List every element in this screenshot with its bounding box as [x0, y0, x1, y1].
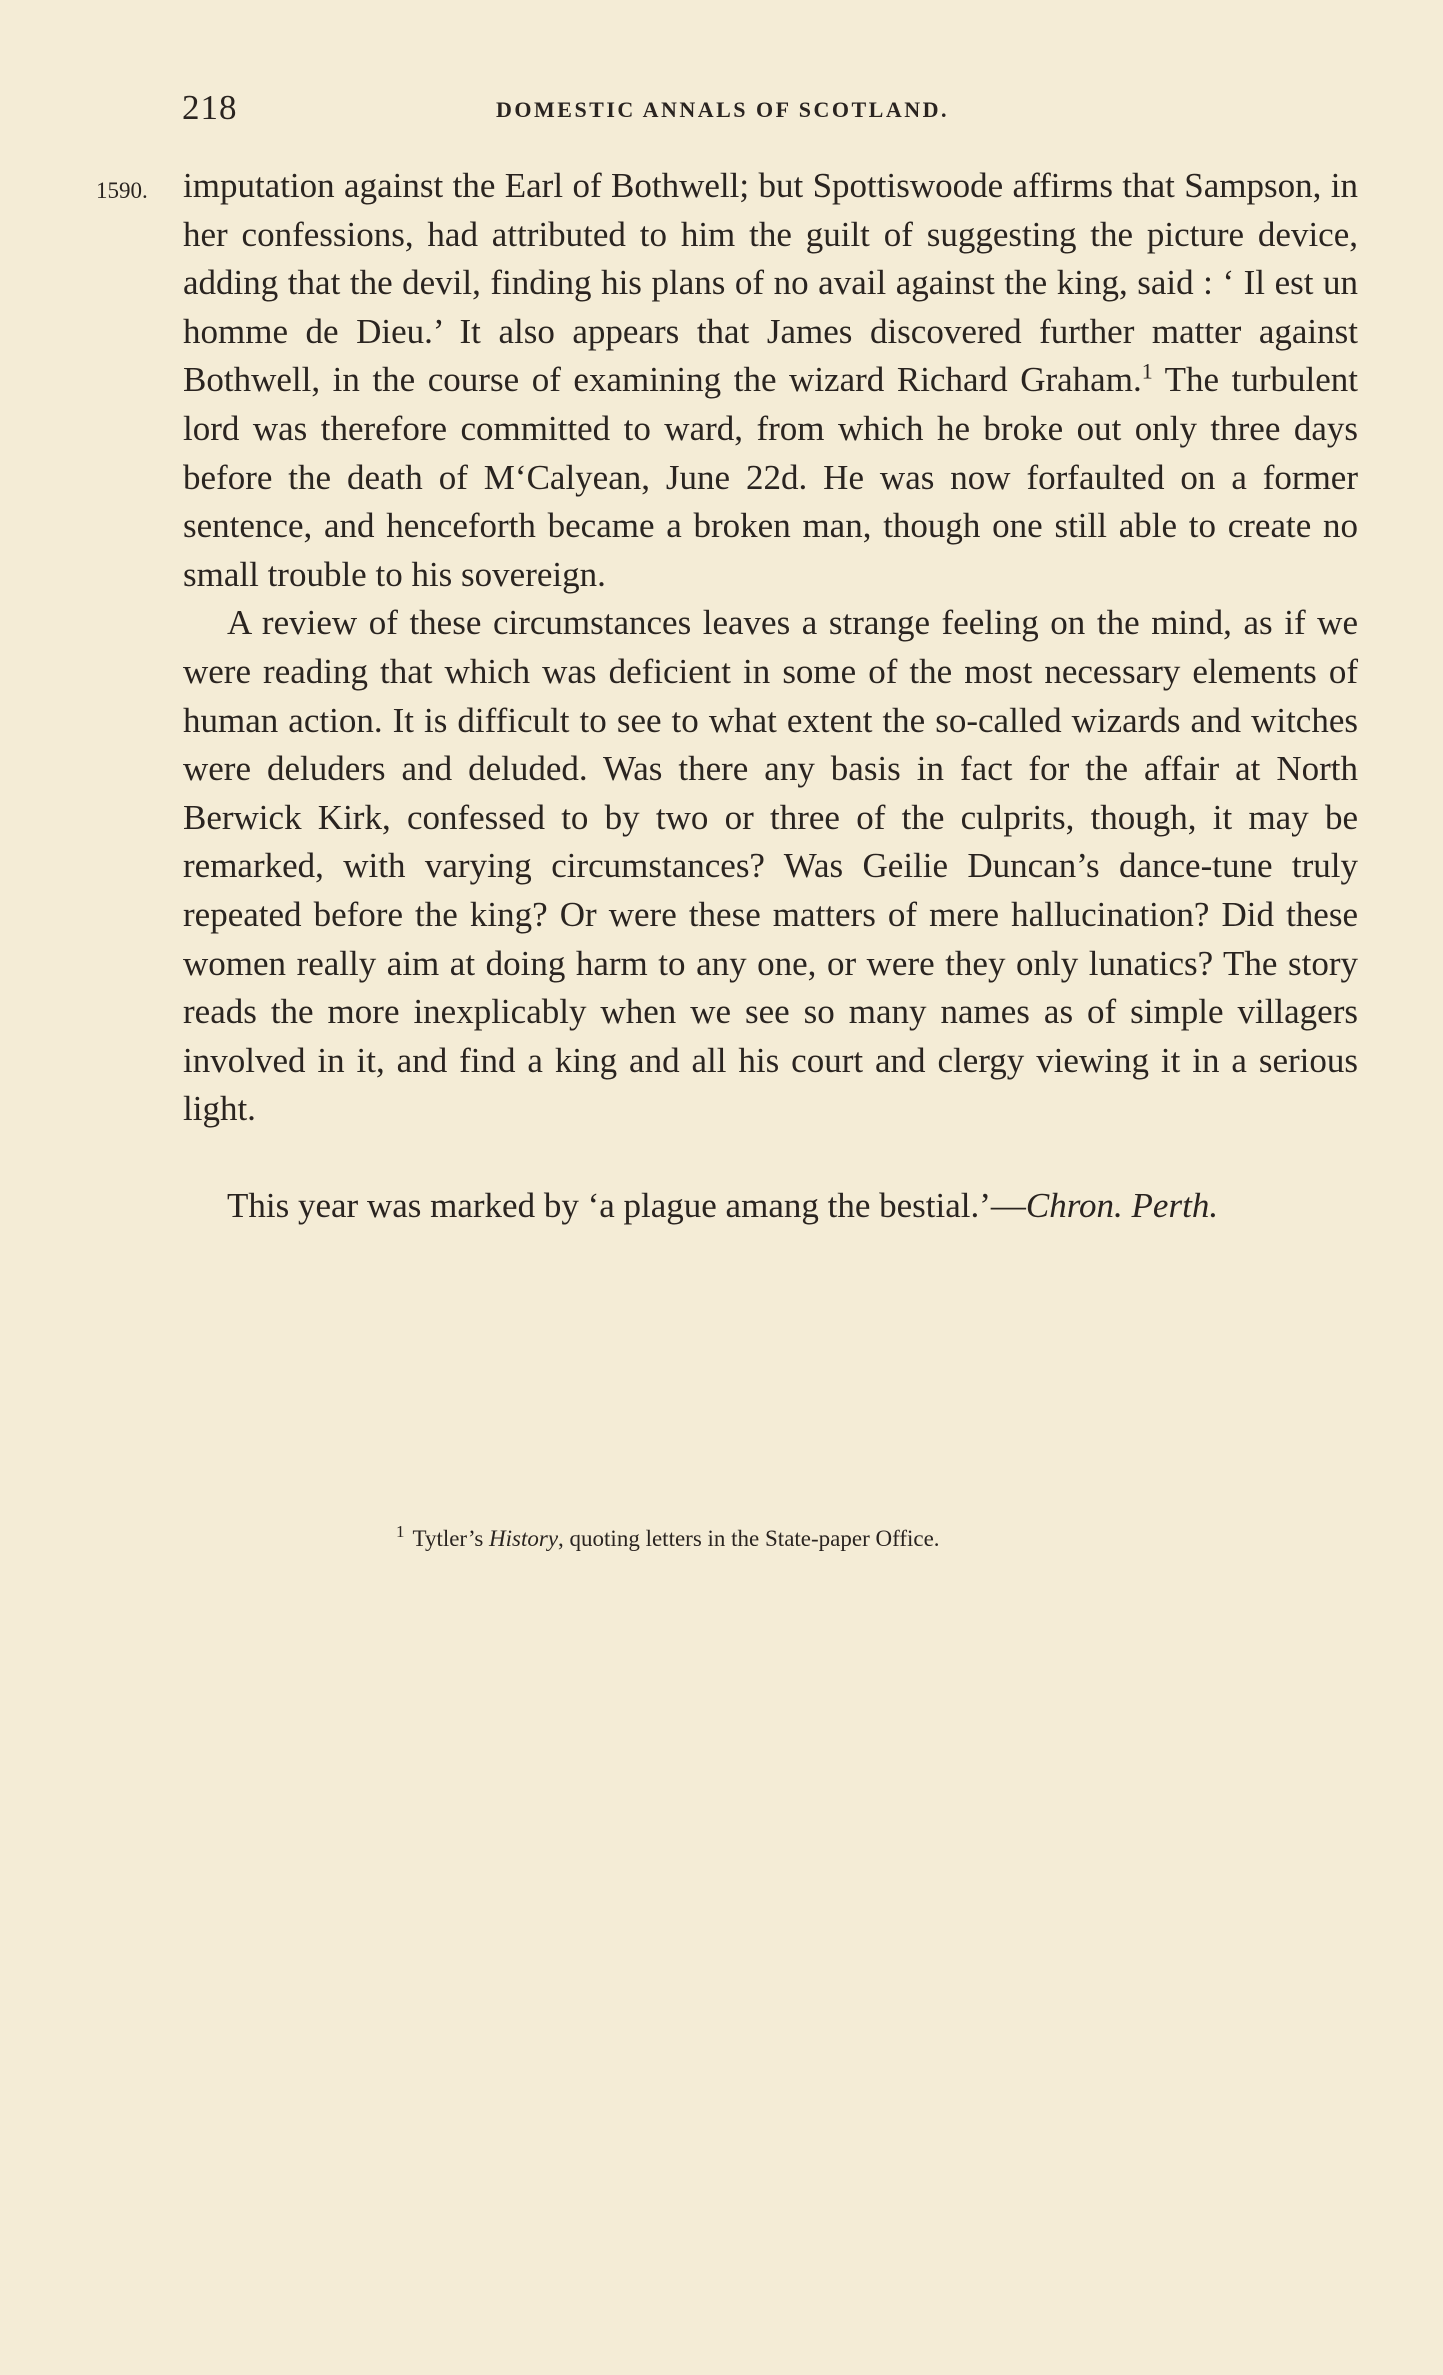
- footnote-reference: 1: [1141, 358, 1153, 384]
- page-number: 218: [182, 88, 238, 127]
- footnote: [396, 1524, 940, 1554]
- footnote-text-after: , quoting letters in the State-paper Office.: [558, 1526, 940, 1551]
- paragraph-3-text: This year was marked by ‘a plague amang the bestial.’—: [227, 1185, 1026, 1225]
- footnote-text-before: Tytler’s: [412, 1526, 490, 1551]
- running-title: DOMESTIC ANNALS OF SCOTLAND.: [496, 97, 950, 122]
- paragraph-1-part-1: imputation against the Earl of Bothwell; but Spottiswoode affirms that Sampson, in her confessions, had attributed to him the guilt of suggesting the picture device, adding that the devil, finding his plans of no avail against the king, said : ‘ Il est un homme de Dieu.’ It also appears that James discovered further matter against Bothwell, in the course of examining the wizard Richard Graham.: [183, 166, 1358, 400]
- margin-year: 1590.: [96, 178, 148, 203]
- paragraph-1-part-2: The turbulent lord was therefore committed to ward, from which he broke out only three days before the death of M‘Calyean, June 22d. He was now forfaulted on a former sentence, and henceforth became a broken man, though one still able to create no small trouble to his sovereign.: [183, 360, 1358, 594]
- footnote-number: 1: [396, 1522, 405, 1542]
- body-text: [183, 162, 1358, 1230]
- paragraph-1: [183, 162, 1358, 599]
- footnote-italic-title: History: [489, 1526, 559, 1551]
- paragraph-3: [183, 1182, 1358, 1231]
- paragraph-3-source: Chron. Perth.: [1025, 1185, 1219, 1225]
- paragraph-2: A review of these circumstances leaves a strange feeling on the mind, as if we were reading that which was deficient in some of the most necessary elements of human action. It is difficult to see to what extent the so-called wizards and witches were deluders and deluded. Was there any basis in fact for the affair at North Berwick Kirk, confessed to by two or three of the culprits, though, it may be remarked, with varying circumstances? Was Geilie Duncan’s dance-tune truly repeated before the king? Or were these matters of mere hallucination? Did these women really aim at doing harm to any one, or were they only lunatics? The story reads the more inexplicably when we see so many names as of simple villagers involved in it, and find a king and all his court and clergy viewing it in a serious light.: [183, 603, 1358, 1129]
